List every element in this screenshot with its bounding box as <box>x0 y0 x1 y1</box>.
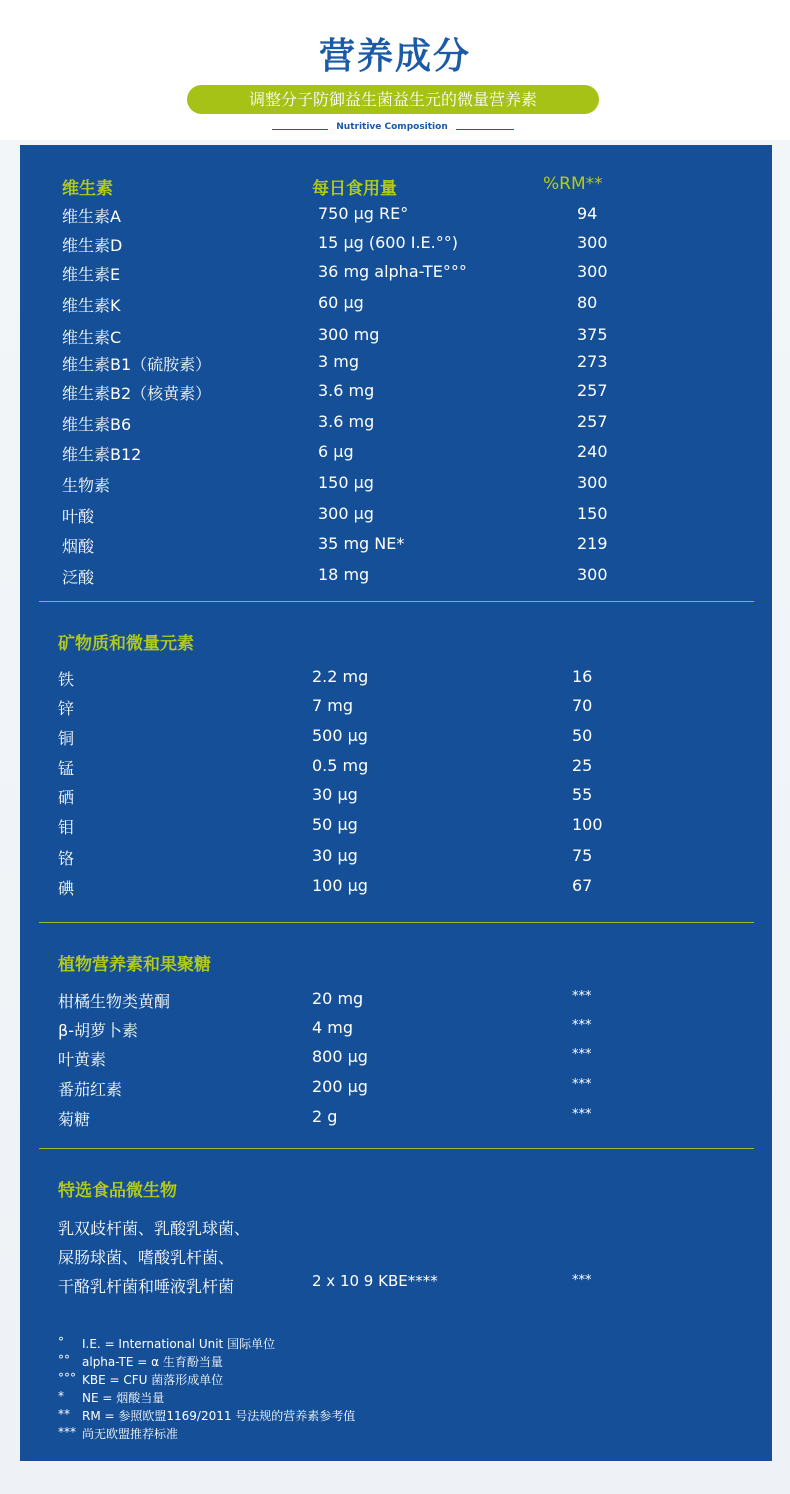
mineral-amount: 30 µg <box>312 785 358 804</box>
phyto-heading: 植物营养素和果聚糖 <box>58 955 211 975</box>
phyto-rm: *** <box>572 1018 592 1033</box>
mineral-amount: 7 mg <box>312 696 354 715</box>
vitamin-amount: 3 mg <box>318 352 360 371</box>
vitamin-name: 泛酸 <box>62 568 95 587</box>
vitamins-heading: 维生素 <box>62 179 113 199</box>
footnote-mark: * <box>58 1389 64 1403</box>
mineral-name: 硒 <box>58 788 75 807</box>
footnote-text: alpha-TE = α 生育酚当量 <box>82 1355 223 1369</box>
section-divider <box>39 1148 754 1149</box>
vitamin-amount: 15 µg (600 I.E.°°) <box>318 233 458 252</box>
microbes-heading: 特选食品微生物 <box>58 1181 177 1201</box>
vitamin-amount: 18 mg <box>318 565 370 584</box>
phyto-amount: 2 g <box>312 1107 338 1126</box>
footnote-mark: °° <box>58 1353 70 1367</box>
vitamin-name: 叶酸 <box>62 507 95 526</box>
vitamin-name: 维生素B12 <box>62 445 142 464</box>
phyto-name: 柑橘生物类黄酮 <box>58 992 171 1011</box>
section-divider <box>39 601 754 602</box>
page-title: 营养成分 <box>318 36 471 77</box>
mineral-rm: 100 <box>572 815 603 834</box>
mineral-amount: 2.2 mg <box>312 667 369 686</box>
footnote-mark: ** <box>58 1407 70 1421</box>
footnote-text: KBE = CFU 菌落形成单位 <box>82 1373 224 1387</box>
divider-right <box>456 129 514 130</box>
mineral-name: 铜 <box>58 729 75 748</box>
vitamin-rm: 300 <box>577 565 608 584</box>
footnote-mark: ° <box>58 1335 64 1349</box>
mineral-rm: 50 <box>572 726 593 745</box>
vitamin-name: 维生素E <box>62 265 121 284</box>
mineral-amount: 100 µg <box>312 876 368 895</box>
vitamin-name: 维生素A <box>62 207 121 226</box>
vitamin-name: 烟酸 <box>62 537 95 556</box>
mineral-name: 锰 <box>58 759 75 778</box>
phyto-amount: 200 µg <box>312 1077 368 1096</box>
vitamin-rm: 300 <box>577 233 608 252</box>
mineral-rm: 16 <box>572 667 593 686</box>
english-subtitle: Nutritive Composition <box>336 122 448 132</box>
mineral-rm: 75 <box>572 846 593 865</box>
phyto-name: β-胡萝卜素 <box>58 1021 138 1040</box>
subtitle-banner: 调整分子防御益生菌益生元的微量营养素 <box>187 85 599 114</box>
vitamin-amount: 3.6 mg <box>318 412 375 431</box>
microbe-rm: *** <box>572 1273 592 1288</box>
rm-column-header: %RM** <box>543 174 603 194</box>
mineral-amount: 0.5 mg <box>312 756 369 775</box>
vitamin-amount: 150 µg <box>318 473 374 492</box>
microbe-amount: 2 x 10 9 KBE**** <box>312 1272 438 1290</box>
footnote-text: I.E. = International Unit 国际单位 <box>82 1337 276 1351</box>
microbe-line: 乳双歧杆菌、乳酸乳球菌、 <box>58 1219 251 1238</box>
phyto-amount: 800 µg <box>312 1047 368 1066</box>
phyto-rm: *** <box>572 989 592 1004</box>
vitamin-amount: 3.6 mg <box>318 381 375 400</box>
mineral-name: 锌 <box>58 699 75 718</box>
mineral-rm: 25 <box>572 756 593 775</box>
vitamin-rm: 150 <box>577 504 608 523</box>
mineral-amount: 500 µg <box>312 726 368 745</box>
mineral-amount: 30 µg <box>312 846 358 865</box>
amount-column-header: 每日食用量 <box>312 179 397 199</box>
mineral-name: 铬 <box>58 849 75 868</box>
vitamin-amount: 750 µg RE° <box>318 204 409 223</box>
vitamin-amount: 60 µg <box>318 293 364 312</box>
phyto-amount: 20 mg <box>312 989 364 1008</box>
vitamin-rm: 273 <box>577 352 608 371</box>
vitamin-rm: 257 <box>577 381 608 400</box>
mineral-rm: 67 <box>572 876 593 895</box>
vitamin-rm: 80 <box>577 293 598 312</box>
phyto-amount: 4 mg <box>312 1018 354 1037</box>
phyto-rm: *** <box>572 1107 592 1122</box>
mineral-rm: 70 <box>572 696 593 715</box>
vitamin-rm: 300 <box>577 473 608 492</box>
vitamin-rm: 240 <box>577 442 608 461</box>
mineral-name: 铁 <box>58 670 75 689</box>
footnote-mark: °°° <box>58 1371 76 1385</box>
footnote-mark: *** <box>58 1425 76 1439</box>
vitamin-amount: 300 mg <box>318 325 380 344</box>
vitamin-name: 维生素B2（核黄素） <box>62 384 212 403</box>
section-divider <box>39 922 754 923</box>
footnote-text: NE = 烟酸当量 <box>82 1391 165 1405</box>
phyto-rm: *** <box>572 1047 592 1062</box>
phyto-name: 菊糖 <box>58 1110 91 1129</box>
nutrition-panel <box>20 145 772 1461</box>
divider-left <box>272 129 328 130</box>
mineral-rm: 55 <box>572 785 593 804</box>
vitamin-name: 维生素B6 <box>62 415 132 434</box>
microbe-line: 屎肠球菌、嗜酸乳杆菌、 <box>58 1248 235 1267</box>
mineral-name: 碘 <box>58 879 75 898</box>
vitamin-amount: 300 µg <box>318 504 374 523</box>
vitamin-name: 维生素B1（硫胺素） <box>62 355 212 374</box>
mineral-name: 钼 <box>58 818 75 837</box>
phyto-name: 番茄红素 <box>58 1080 123 1099</box>
footnote-text: 尚无欧盟推荐标准 <box>82 1427 179 1441</box>
vitamin-rm: 219 <box>577 534 608 553</box>
vitamin-name: 生物素 <box>62 476 111 495</box>
vitamin-name: 维生素C <box>62 328 122 347</box>
vitamin-rm: 375 <box>577 325 608 344</box>
vitamin-amount: 35 mg NE* <box>318 534 405 553</box>
vitamin-rm: 94 <box>577 204 598 223</box>
mineral-amount: 50 µg <box>312 815 358 834</box>
phyto-rm: *** <box>572 1077 592 1092</box>
microbe-line: 干酪乳杆菌和唾液乳杆菌 <box>58 1277 235 1296</box>
vitamin-name: 维生素K <box>62 296 121 315</box>
vitamin-amount: 36 mg alpha-TE°°° <box>318 262 467 281</box>
phyto-name: 叶黄素 <box>58 1050 107 1069</box>
minerals-heading: 矿物质和微量元素 <box>58 634 194 654</box>
vitamin-amount: 6 µg <box>318 442 354 461</box>
vitamin-rm: 257 <box>577 412 608 431</box>
footnote-text: RM = 参照欧盟1169/2011 号法规的营养素参考值 <box>82 1409 356 1423</box>
vitamin-name: 维生素D <box>62 236 123 255</box>
vitamin-rm: 300 <box>577 262 608 281</box>
